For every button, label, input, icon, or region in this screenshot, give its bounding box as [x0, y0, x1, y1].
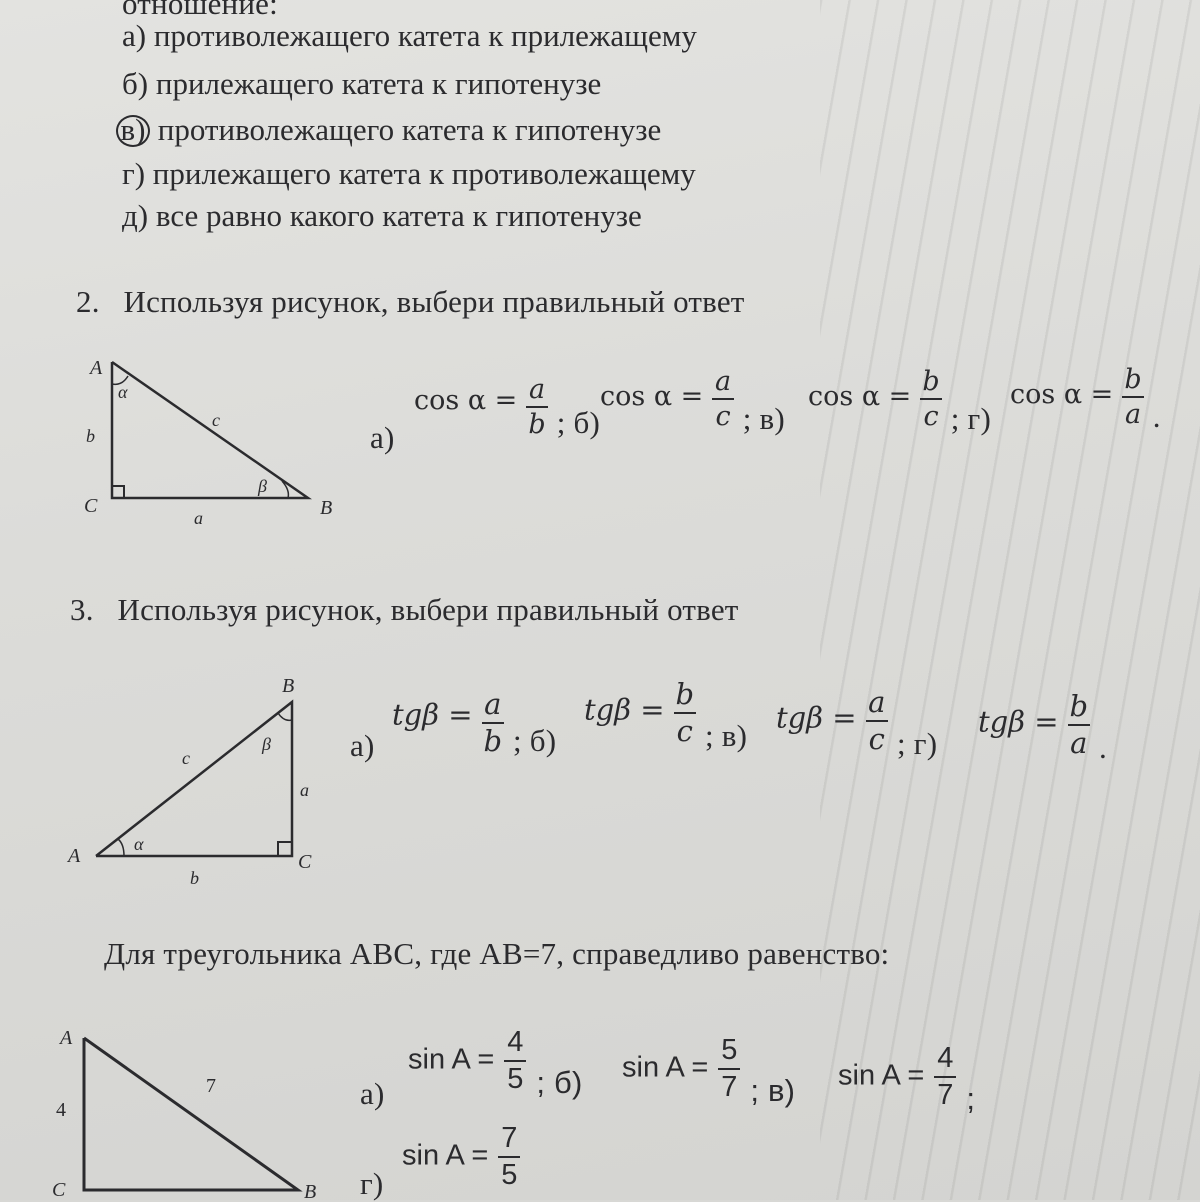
vertex-label-A: A: [60, 1027, 73, 1049]
option-text: все равно какого катета к гипотенузе: [155, 198, 642, 233]
q2-answer-g[interactable]: cos α = $\frac{b}{a}$ .: [1010, 364, 1161, 435]
option-label: б): [122, 66, 149, 101]
q2-lead-label: а): [370, 420, 395, 455]
q1-option-b[interactable]: [122, 66, 601, 102]
bleed-through-text: [820, 0, 1200, 1200]
angle-label-alpha: α: [134, 834, 144, 854]
option-text: противолежащего катета к гипотенузе: [157, 112, 662, 147]
vertex-label-C: C: [298, 851, 312, 873]
q4-lead2-label: г): [360, 1166, 384, 1201]
q3-prompt: [70, 592, 739, 628]
q1-option-d[interactable]: [122, 198, 642, 234]
q1-option-a[interactable]: [122, 18, 697, 54]
q1-header: отношение:: [122, 0, 278, 21]
q4-prompt: Для треугольника ABC, где AB=7, справедливо равенство:: [104, 936, 890, 971]
q4-answer-a[interactable]: sin A = $\frac{4}{5}$ ; б): [408, 1026, 583, 1100]
option-text: противолежащего катета к прилежащему: [153, 18, 697, 53]
vertex-label-A: A: [68, 845, 81, 867]
angle-arc-alpha: [118, 839, 124, 856]
q1-option-v[interactable]: [122, 112, 661, 148]
q4-lead-label: а): [360, 1076, 385, 1111]
q2-answer-b[interactable]: cos α = $\frac{a}{c}$ ; в): [600, 366, 785, 437]
angle-label-beta: β: [258, 476, 267, 496]
q4-answer-g[interactable]: sin A = $\frac{7}{5}$: [402, 1124, 522, 1190]
q3-answer-a[interactable]: tgβ = $\frac{a}{b}$ ; б): [392, 687, 557, 758]
side-label-b: b: [86, 426, 95, 446]
triangle-outline: [112, 362, 308, 498]
q3-lead-label: а): [350, 728, 375, 763]
q1-option-g[interactable]: [122, 156, 696, 192]
side-label-AC: 4: [56, 1099, 66, 1121]
q2-answer-v[interactable]: cos α = $\frac{b}{c}$ ; г): [808, 366, 991, 437]
question-number: 2.: [76, 284, 100, 319]
side-label-AB: 7: [206, 1075, 216, 1097]
q3-answer-b[interactable]: tgβ = $\frac{b}{c}$ ; в): [584, 677, 748, 753]
vertex-label-C: C: [52, 1179, 66, 1200]
side-label-c: c: [212, 410, 220, 430]
angle-label-alpha: α: [118, 382, 128, 402]
question-number: 3.: [70, 592, 94, 627]
q3-answer-v[interactable]: tgβ = $\frac{a}{c}$ ; г): [776, 685, 938, 761]
vertex-label-B: B: [282, 675, 295, 697]
vertex-label-B: B: [320, 497, 333, 519]
vertex-label-C: C: [84, 495, 98, 517]
question-text: Используя рисунок, выбери правильный ответ: [117, 592, 739, 627]
q2-triangle-figure: [70, 350, 350, 530]
q3-triangle-figure: [60, 672, 350, 892]
side-label-a: a: [194, 508, 203, 528]
option-text: прилежащего катета к гипотенузе: [155, 66, 602, 101]
q2-answer-a[interactable]: cos α = $\frac{a}{b}$ ; б): [414, 374, 601, 441]
q2-prompt: [76, 284, 745, 320]
circled-answer-mark: в): [116, 115, 150, 147]
option-label: а): [122, 18, 147, 53]
side-label-c: c: [182, 748, 190, 768]
option-label: д): [122, 198, 149, 233]
q4-answer-v[interactable]: sin A = $\frac{4}{7}$ ;: [838, 1042, 976, 1116]
q3-answer-g[interactable]: tgβ = $\frac{b}{a}$ .: [978, 689, 1107, 765]
option-text: прилежащего катета к противолежащему: [152, 156, 696, 191]
angle-label-beta: β: [262, 734, 271, 754]
right-angle-mark: [278, 842, 292, 856]
angle-arc-beta: [278, 713, 292, 720]
triangle-outline: [84, 1038, 298, 1190]
right-angle-mark: [112, 486, 124, 498]
option-label: г): [122, 156, 146, 191]
vertex-label-A: A: [90, 357, 103, 379]
q4-answer-b[interactable]: sin A = $\frac{5}{7}$ ; в): [622, 1034, 796, 1108]
triangle-outline: [96, 702, 292, 856]
side-label-b: b: [190, 868, 199, 888]
question-text: Используя рисунок, выбери правильный ответ: [123, 284, 745, 319]
vertex-label-B: B: [304, 1181, 317, 1200]
side-label-a: a: [300, 780, 309, 800]
q4-triangle-figure: [40, 1020, 340, 1200]
